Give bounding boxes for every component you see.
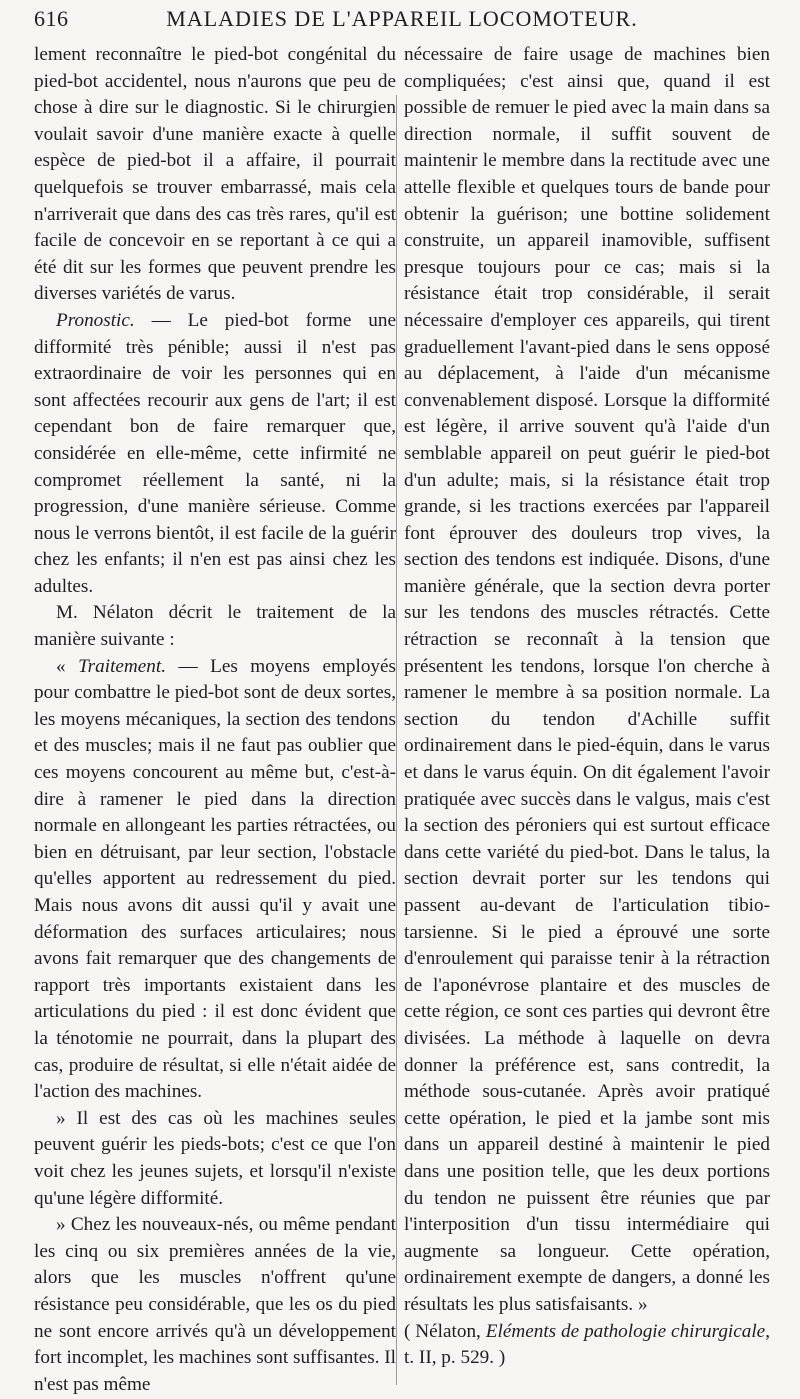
paragraph-diagnostic-end: lement reconnaître le pied-bot congénital du pied-bot accidentel, nous n'aurons que peu de chose à dire sur le diagnostic. Si le chirurgien voulait savoir d'une manière exacte à quelle espèce de pied-bot il a affaire, il pourrait quelquefois se trouver embarrassé, mais cela n'arriverait que dans des cas très rares, qu'il est facile de concevoir en se reportant à ce qui a été dit sur les formes que peuvent prendre les diverses variétés de varus.: [34, 44, 396, 305]
pronostic-text: — Le pied-bot forme une difformité très pénible; aussi il n'est pas extraordinaire de voir les personnes qui en sont affectées recourir aux gens de l'art; il est cependant bon de faire remarquer que, considérée en elle-même, cette infirmité ne compromet réellement la santé, ni la progression, d'une manière sérieuse. Comme nous le verrons bientôt, il est facile de la guérir chez les enfants; il n'en est pas ainsi chez les adultes.: [34, 309, 396, 597]
paragraph-nelaton-intro: M. Nélaton décrit le traitement de la manière suivante :: [34, 602, 396, 651]
column-divider: [396, 95, 397, 1385]
right-column: [404, 42, 770, 1372]
paragraph-pronostic: [34, 308, 396, 601]
section-label-pronostic: Pronostic.: [56, 309, 135, 331]
citation-author: ( Nélaton,: [404, 1320, 486, 1342]
paragraph-traitement: [34, 654, 396, 1106]
traitement-text: — Les moyens employés pour combattre le pied-bot sont de deux sortes, les moyens mécaniques, la section des tendons et des muscles; mais il ne faut pas oublier que ces moyens concourent au même but, c'est-à-dire à ramener le pied dans la direction normale en allongeant les parties rétractées, ou bien en détruisant, par leur section, l'obstacle qu'elles apportent au redressement du pied. Mais nous avons dit aussi qu'il y avait une déformation des surfaces articulaires; nous avons fait remarquer que des changements de rapport très importants existaient dans les articulations du pied : il est donc évident que la ténotomie ne pourrait, dans la plupart des cas, produire de résultat, si elle n'était aidée de l'action des machines.: [34, 655, 396, 1103]
citation-title: Eléments de pathologie chirurgicale: [485, 1320, 766, 1342]
quote-open: «: [56, 655, 79, 677]
paragraph-continuation: nécessaire de faire usage de machines bien compliquées; c'est ainsi que, quand il est possible de remuer le pied avec la main dans sa direction normale, il suffit souvent de maintenir le membre dans la rectitude avec une attelle flexible et quelques tours de bande pour obtenir la guérison; une bottine solidement construite, un appareil inamovible, suffisent presque toujours pour ce cas; mais si la résistance était trop considérable, il serait nécessaire d'employer ces appareils, qui tirent graduellement l'avant-pied dans le sens opposé au déplacement, à l'aide d'un mécanisme convenablement disposé. Lorsque la difformité est légère, il arrive souvent qu'à l'aide d'un semblable appareil on peut guérir le pied-bot d'un adulte; mais, si la résistance était trop grande, si les tractions exercées par l'appareil font éprouver des douleurs trop vives, la section des tendons est indiquée. Disons, d'une manière générale, que la section devra porter sur les tendons des muscles rétractés. Cette rétraction se reconnaît à la tension que présentent les tendons, lorsque l'on cherche à ramener le membre à sa position normale. La section du tendon d'Achille suffit ordinairement dans le pied-équin, dans le varus et dans le varus équin. On dit également l'avoir pratiquée avec succès dans le valgus, mais c'est la section des péroniers qui est surtout efficace dans cette variété du pied-bot. Dans le talus, la section devrait porter sur les tendons qui passent au-devant de l'articulation tibio-tarsienne. Si le pied a éprouvé une sorte d'enroulement qui paraisse tenir à la rétraction de l'aponévrose plantaire et des muscles de cette région, ce sont ces parties qui devront être divisées. La méthode à laquelle on devra donner la préférence est, sans contredit, la méthode sous-cutanée. Après avoir pratiqué cette opération, le pied et la jambe sont mis dans un appareil destiné à maintenir le pied dans une position telle, que les deux portions du tendon ne puissent être réunies que par l'interposition d'un tissu intermédiaire qui augmente sa longueur. Cette opération, ordinairement exempte de dangers, a donné les résultats les plus satisfaisants. »: [404, 44, 770, 1315]
running-title: MALADIES DE L'APPAREIL LOCOMOTEUR.: [166, 6, 638, 31]
section-label-traitement: Traitement.: [78, 655, 167, 677]
citation-reference: , t. II, p. 529. ): [404, 1320, 770, 1369]
left-column: [34, 42, 396, 1398]
citation: [404, 1319, 770, 1372]
page-number: 616: [34, 6, 69, 31]
paragraph-nouveaux-nes: » Chez les nouveaux-nés, ou même pendant les cinq ou six premières années de la vie, alors que les muscles n'offrent qu'une résistance peu considérable, que les os du pied ne sont encore arrivés qu'à un développement fort incomplet, les machines sont suffisantes. Il n'est pas même: [34, 1214, 397, 1395]
paragraph-machines-seules: » Il est des cas où les machines seules peuvent guérir les pieds-bots; c'est ce que l'on voit chez les jeunes sujets, et lorsqu'il n'existe qu'une légère difformité.: [34, 1107, 396, 1209]
page-header: [34, 6, 770, 40]
